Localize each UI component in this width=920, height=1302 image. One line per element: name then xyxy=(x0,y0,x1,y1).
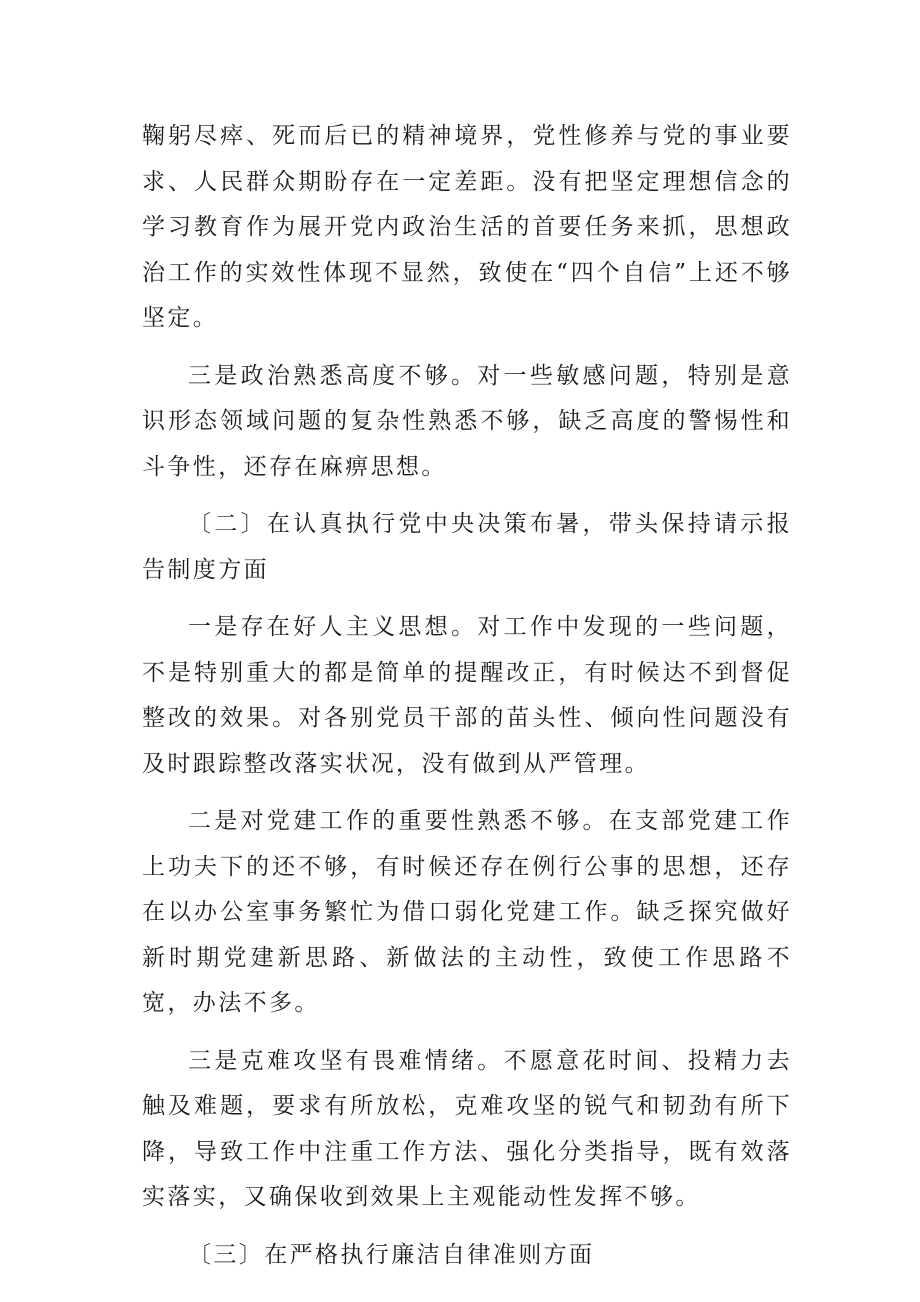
document-body xyxy=(142,114,792,1290)
section-heading-2: 〔二〕在认真执行党中央决策布暑，带头保持请示报告制度方面 xyxy=(142,511,792,583)
paragraph-good-person-mindset: 一是存在好人主义思想。对工作中发现的一些问题，不是特别重大的都是简单的提醒改正，有时候达不到督促整改的效果。对各别党员干部的苗头性、倾向性问题没有及时跟踪整改落实状况，没有做到从严管理。 xyxy=(142,614,792,777)
section-heading-3: 〔三〕在严格执行廉洁自律准则方面 xyxy=(188,1241,595,1268)
paragraph-political-awareness: 三是政治熟悉高度不够。对一些敏感问题，特别是意识形态领域问题的复杂性熟悉不够，缺乏高度的警惕性和斗争性，还存在麻痹思想。 xyxy=(142,362,792,480)
paragraph-continuation: 鞠躬尽瘁、死而后已的精神境界，党性修养与党的事业要求、人民群众期盼存在一定差距。没有把坚定理想信念的学习教育作为展开党内政治生活的首要任务来抓，思想政治工作的实效性体现不显然，致使在“四个自信”上还不够坚定。 xyxy=(142,123,792,331)
paragraph-difficulty-aversion: 三是克难攻坚有畏难情绪。不愿意花时间、投精力去触及难题，要求有所放松，克难攻坚的锐气和韧劲有所下降，导致工作中注重工作方法、强化分类指导，既有效落实落实，又确保收到效果上主观能动性发挥不够。 xyxy=(142,1047,792,1210)
paragraph-party-building: 二是对党建工作的重要性熟悉不够。在支部党建工作上功夫下的还不够，有时候还存在例行公事的思想，还存在以办公室事务繁忙为借口弱化党建工作。缺乏探究做好新时期党建新思路、新做法的主动性，致使工作思路不宽，办法不多。 xyxy=(142,808,792,1016)
